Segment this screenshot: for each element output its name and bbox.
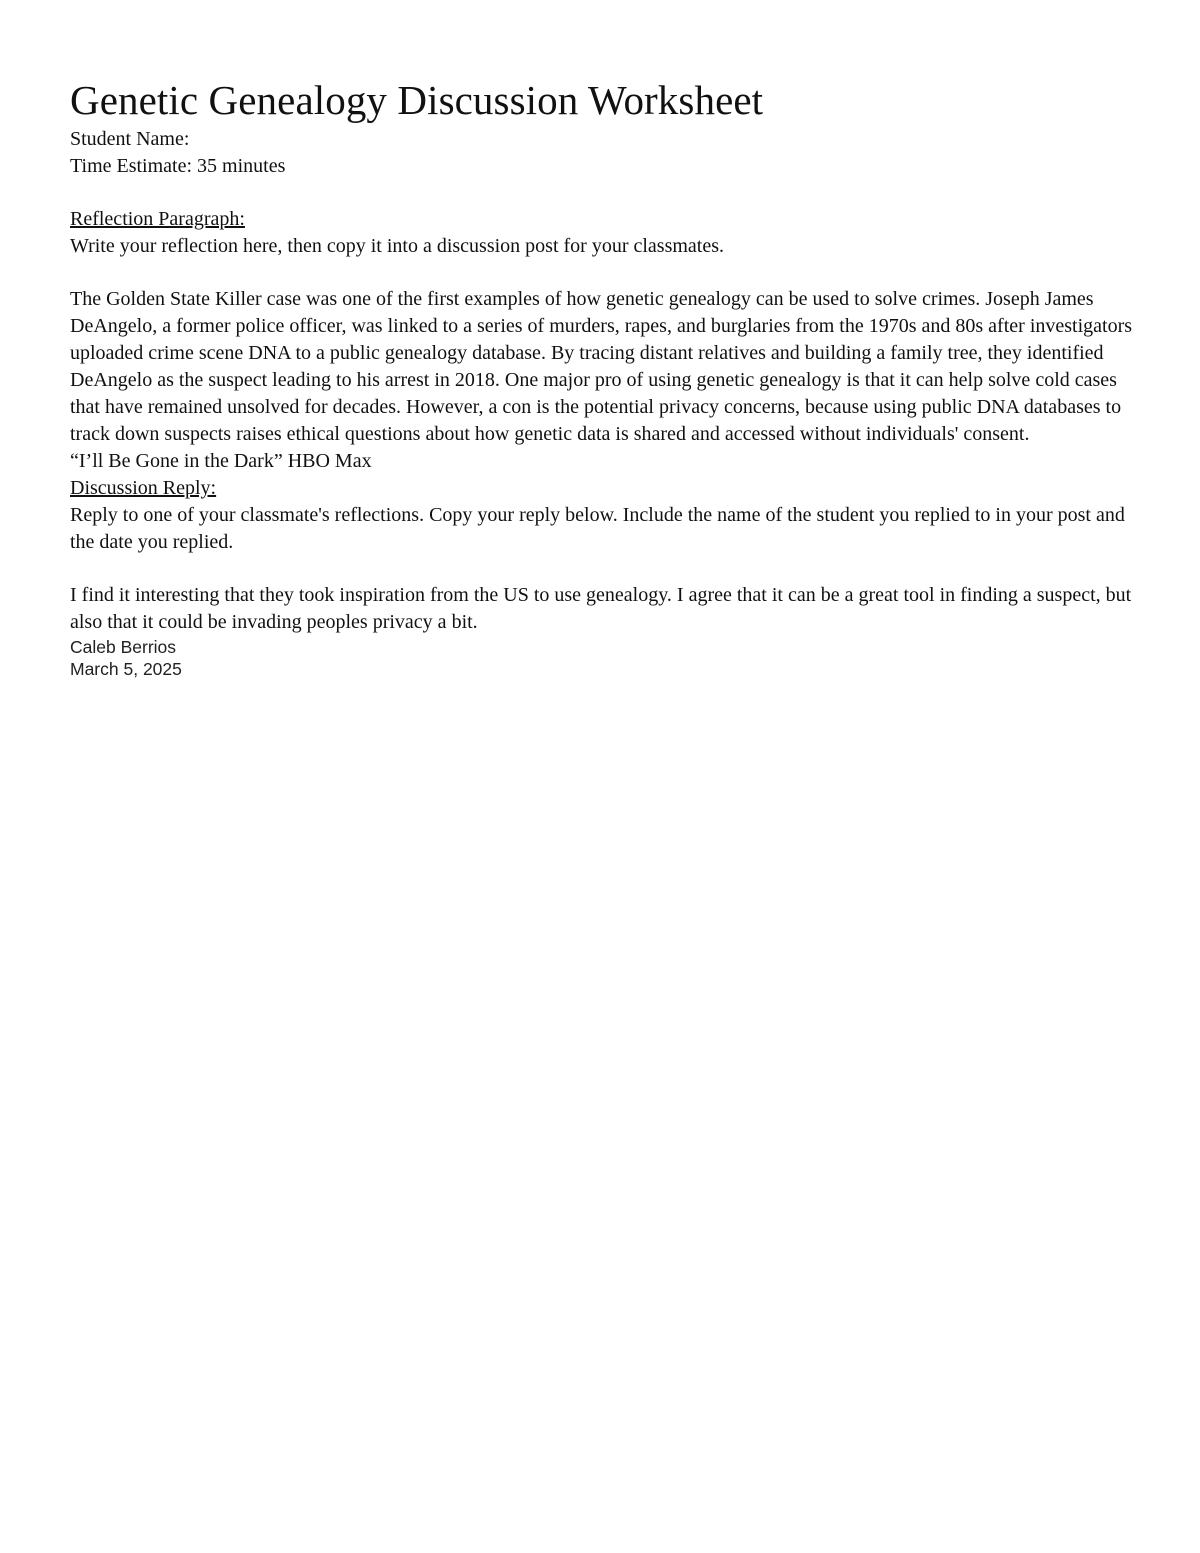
reply-student-name: Caleb Berrios [70,637,177,657]
reflection-heading: Reflection Paragraph: [70,208,245,230]
reply-date: March 5, 2025 [70,659,182,679]
reflection-instruction: Write your reflection here, then copy it into a discussion post for your classmates. [70,235,725,257]
worksheet-content [70,76,1135,680]
reflection-source: “I’ll Be Gone in the Dark” HBO Max [70,450,372,472]
spacer [70,556,1135,582]
spacer [70,180,1135,206]
discussion-instruction: Reply to one of your classmate's reflections. Copy your reply below. Include the name of the student you replied to in your post and the date you replied. [70,504,1125,553]
discussion-reply: I find it interesting that they took inspiration from the US to use genealogy. I agree that it can be a great tool in finding a suspect, but also that it could be invading peoples privacy a bit. [70,584,1132,633]
spacer [70,260,1135,286]
student-name-label: Student Name: [70,128,190,150]
discussion-heading: Discussion Reply: [70,477,217,499]
time-estimate: Time Estimate: 35 minutes [70,155,286,177]
reflection-body: The Golden State Killer case was one of the first examples of how genetic genealogy can be used to solve crimes. Joseph James DeAngelo, a former police officer, was linked to a series of murders, rapes, and burglaries from the 1970s and 80s after investigators uploaded crime scene DNA to a public genealogy database. By tracing distant relatives and building a family tree, they identified DeAngelo as the suspect leading to his arrest in 2018. One major pro of using genetic genealogy is that it can help solve cold cases that have remained unsolved for decades. However, a con is the potential privacy concerns, because using public DNA databases to track down suspects raises ethical questions about how genetic data is shared and accessed without individuals' consent. [70,288,1133,445]
page-title: Genetic Genealogy Discussion Worksheet [70,77,764,123]
